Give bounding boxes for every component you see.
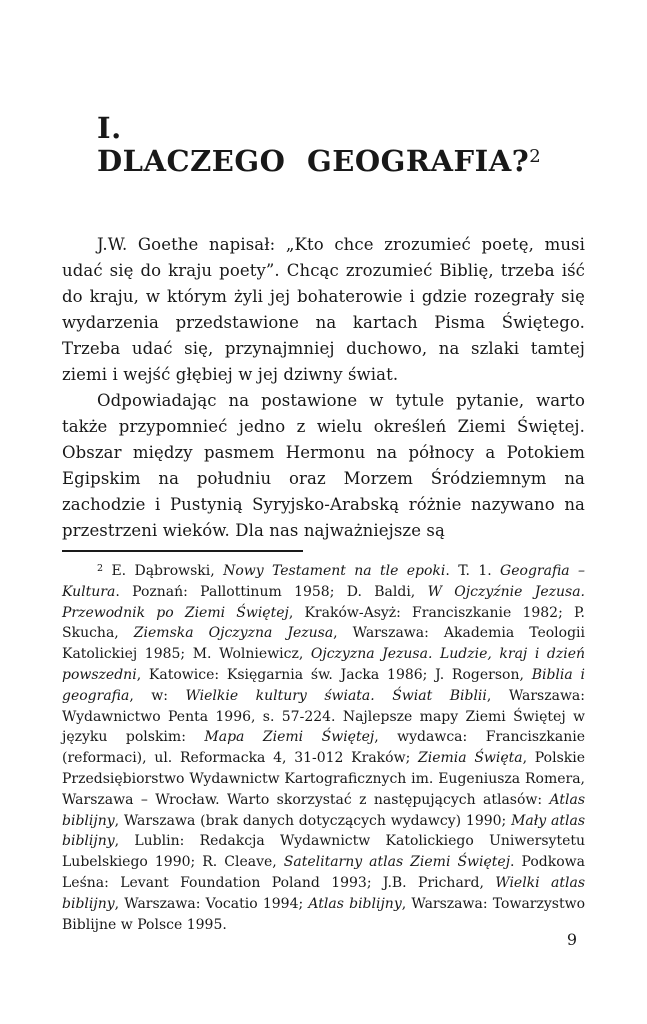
chapter-title — [97, 146, 585, 176]
footnote-separator — [62, 550, 303, 552]
page-number: 9 — [566, 930, 577, 949]
footnote-text: E. Dąbrowski, Nowy Testament na tle epoki. T. 1. Geografia – Kultura. Poznań: Pallottinum 1958; D. Baldi, W Ojczyźnie Jezusa. Przewodnik po Ziemi Świętej, Kraków-Asyż: Franciszkanie 1982; P. Skucha, Ziemska Ojczyzna Jezusa, Warszawa: Akademia Teologii Katolickiej 1985; M. Wolniewicz, Ojczyzna Jezusa. Ludzie, kraj i dzień powszedni, Katowice: Księgarnia św. Jacka 1986; J. Rogerson, Biblia i geografia, w: Wielkie kultury świata. Świat Biblii, Warszawa: Wydawnictwo Penta 1996, s. 57-224. Najlepsze mapy Ziemi Świętej w języku polskim: Mapa Ziemi Świętej, wydawca: Franciszkanie (reformaci), ul. Reformacka 4, 31-012 Kraków; Ziemia Święta, Polskie Przedsiębiorstwo Wydawnictw Kartograficznych im. Eugeniusza Romera, Warszawa – Wrocław. Warto skorzystać z następujących atlasów: Atlas biblijny, Warszawa (brak danych dotyczących wydawcy) 1990; Mały atlas biblijny, Lublin: Redakcja Wydawnictw Katolickiego Uniwersytetu Lubelskiego 1990; R. Cleave, Satelitarny atlas Ziemi Świętej. Podkowa Leśna: Levant Foundation Poland 1993; J.B. Prichard, Wielki atlas biblijny, Warszawa: Vocatio 1994; Atlas biblijny, Warszawa: Towarzystwo Biblijne w Polsce 1995. — [62, 563, 586, 933]
chapter-header — [97, 110, 585, 176]
paragraph-holy-land: Odpowiadając na postawione w tytule pytanie, warto także przypomnieć jedno z wielu określeń Ziemi Świętej. Obszar między pasmem Hermonu na północy a Potokiem Egipskim na południu oraz Morzem Śródziemnym na zachodzie i Pustynią Syryjsko-Arabską różnie nazywano na przestrzeni wieków. Dla nas najważniejsze są — [62, 391, 585, 540]
footnote-marker: 2 — [97, 563, 104, 574]
body-text — [62, 232, 585, 544]
chapter-title-text: DLACZEGO GEOGRAFIA? — [97, 144, 530, 178]
paragraph-goethe: J.W. Goethe napisał: „Kto chce zrozumieć poetę, musi udać się do kraju poety”. Chcąc zrozumieć Biblię, trzeba iść do kraju, w którym żyli jej bohaterowie i gdzie rozegrały się wydarzenia przedstawione na kartach Pisma Świętego. Trzeba udać się, przynajmniej duchowo, na szlaki tamtej ziemi i wejść głębiej w jej dziwny świat. — [62, 235, 585, 384]
chapter-footnote-ref: 2 — [529, 146, 541, 167]
chapter-number: I. — [97, 111, 122, 145]
footnote-block — [62, 550, 585, 935]
footnote — [62, 561, 585, 935]
